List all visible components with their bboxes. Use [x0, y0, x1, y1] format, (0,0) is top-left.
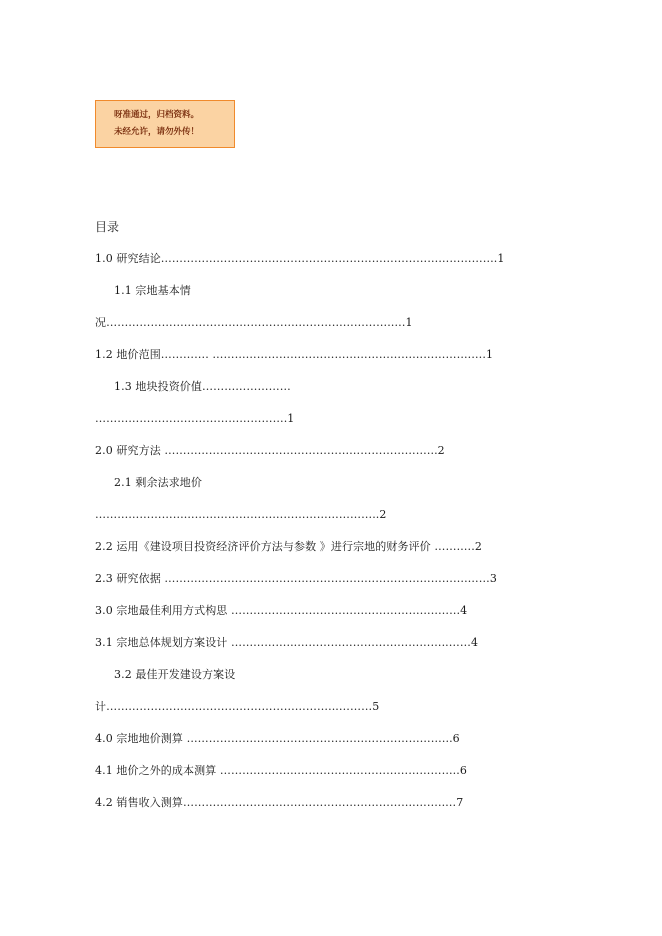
- toc-line[interactable]: …………………………………………….1: [95, 412, 295, 425]
- toc-line[interactable]: 4.2 销售收入测算……………………..……………………………….……..…7: [95, 796, 464, 809]
- toc-title: 目录: [95, 220, 120, 234]
- toc-line[interactable]: 1.1 宗地基本情: [114, 284, 191, 297]
- stamp-line-1: 呀准通过，归档资料。: [114, 110, 200, 120]
- toc-line[interactable]: ……………………...…………………………………………..2: [95, 508, 387, 521]
- toc-line[interactable]: 况…………………………………………….…………………….….1: [95, 316, 413, 329]
- toc-line[interactable]: 3.2 最佳开发建设方案设: [114, 668, 236, 681]
- toc-line[interactable]: 计……………………………………………………...………5: [95, 700, 380, 713]
- toc-line[interactable]: 1.3 地块投资价值……………………: [114, 380, 291, 393]
- toc-line[interactable]: 1.2 地价范围…………. …………………………………………………………….….1: [95, 348, 494, 361]
- toc-line[interactable]: 2.1 剩余法求地价: [114, 476, 202, 489]
- toc-line[interactable]: 4.0 宗地地价测算 ……………………………………………………………...6: [95, 732, 460, 745]
- toc-line[interactable]: 4.1 地价之外的成本测算 ………………...……………………………………..6: [95, 764, 467, 777]
- toc-line[interactable]: 2.0 研究方法 ………………………..……………………………………...2: [95, 444, 445, 457]
- toc-line[interactable]: 2.3 研究依据 ……………………………………………………………………….……3: [95, 572, 497, 585]
- toc-line[interactable]: 3.1 宗地总体规划方案设计 ……………...…………………………………..……4: [95, 636, 479, 649]
- toc-line[interactable]: 2.2 运用《建设项目投资经济评价方法与参数 》进行宗地的财务评价 …….….2: [95, 540, 482, 553]
- toc-line[interactable]: 1.0 研究结论……………………………………………………………………………….1: [95, 252, 505, 265]
- toc-line[interactable]: 3.0 宗地最佳利用方式构思 ………………………………………………..……4: [95, 604, 468, 617]
- stamp-line-2: 未经允许，请勿外传！: [114, 127, 200, 137]
- confidential-stamp: [95, 100, 235, 148]
